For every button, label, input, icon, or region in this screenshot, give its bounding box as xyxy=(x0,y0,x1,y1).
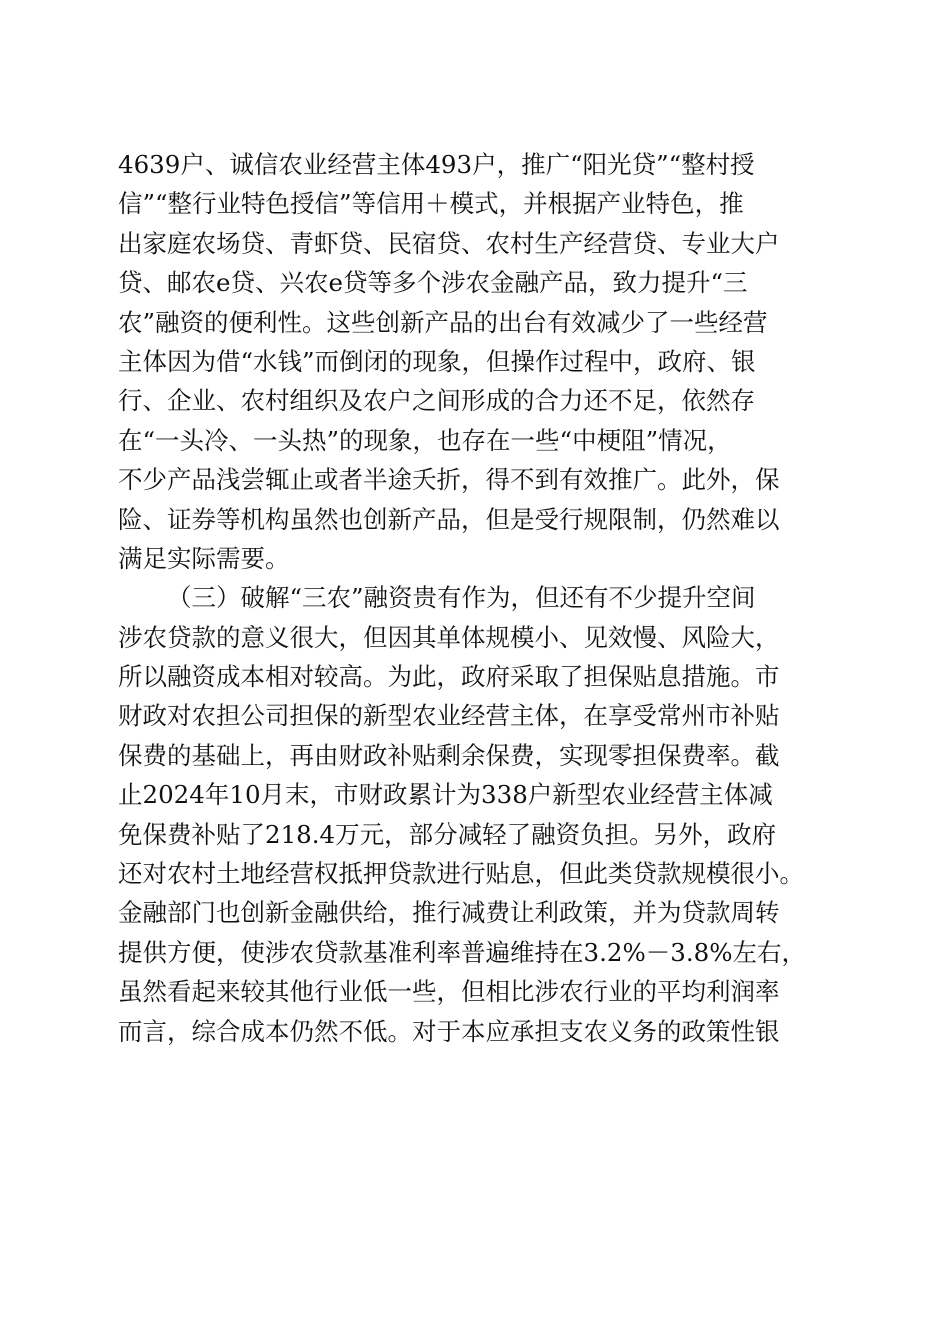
text-line: 而言，综合成本仍然不低。对于本应承担支农义务的政策性银 xyxy=(118,1016,780,1046)
text-line: 主体因为借“水钱”而倒闭的现象，但操作过程中，政府、银 xyxy=(118,346,756,376)
text-line: 不少产品浅尝辄止或者半途夭折，得不到有效推广。此外，保 xyxy=(118,465,780,495)
text-line: 贷、邮农e贷、兴农e贷等多个涉农金融产品，致力提升“三 xyxy=(118,268,748,298)
text-line: 提供方便，使涉农贷款基准利率普遍维持在3.2%－3.8%左右， xyxy=(118,937,806,967)
section-heading: （三）破解“三农”融资贵有作为，但还有不少提升空间 xyxy=(167,583,756,613)
text-line: 保费的基础上，再由财政补贴剩余保费，实现零担保费率。截 xyxy=(118,740,780,770)
text-line: 虽然看起来较其他行业低一些，但相比涉农行业的平均利润率 xyxy=(118,977,780,1007)
text-line: 信”“整行业特色授信”等信用＋模式，并根据产业特色，推 xyxy=(118,189,744,219)
text-line: 险、证券等机构虽然也创新产品，但是受行规限制，仍然难以 xyxy=(118,504,780,534)
text-line: 还对农村土地经营权抵押贷款进行贴息，但此类贷款规模很小。 xyxy=(118,859,804,889)
text-line: 涉农贷款的意义很大，但因其单体规模小、见效慢、风险大， xyxy=(118,622,780,652)
text-line: 财政对农担公司担保的新型农业经营主体，在享受常州市补贴 xyxy=(118,701,780,731)
text-line: 农”融资的便利性。这些创新产品的出台有效减少了一些经营 xyxy=(118,307,768,337)
text-line: 金融部门也创新金融供给，推行减费让利政策，并为贷款周转 xyxy=(118,898,780,928)
text-line: 所以融资成本相对较高。为此，政府采取了担保贴息措施。市 xyxy=(118,662,780,692)
text-line: 出家庭农场贷、青虾贷、民宿贷、农村生产经营贷、专业大户 xyxy=(118,228,780,258)
text-line: 在“一头冷、一头热”的现象，也存在一些“中梗阻”情况， xyxy=(118,425,732,455)
body-text xyxy=(118,145,838,1051)
text-line: 满足实际需要。 xyxy=(118,543,290,573)
text-line: 行、企业、农村组织及农户之间形成的合力还不足，依然存 xyxy=(118,386,755,416)
text-line: 免保费补贴了218.4万元，部分减轻了融资负担。另外，政府 xyxy=(118,819,777,849)
text-line: 止2024年10月末，市财政累计为338户新型农业经营主体减 xyxy=(118,780,773,810)
text-line: 4639户、诚信农业经营主体493户，推广“阳光贷”“整村授 xyxy=(118,150,755,179)
